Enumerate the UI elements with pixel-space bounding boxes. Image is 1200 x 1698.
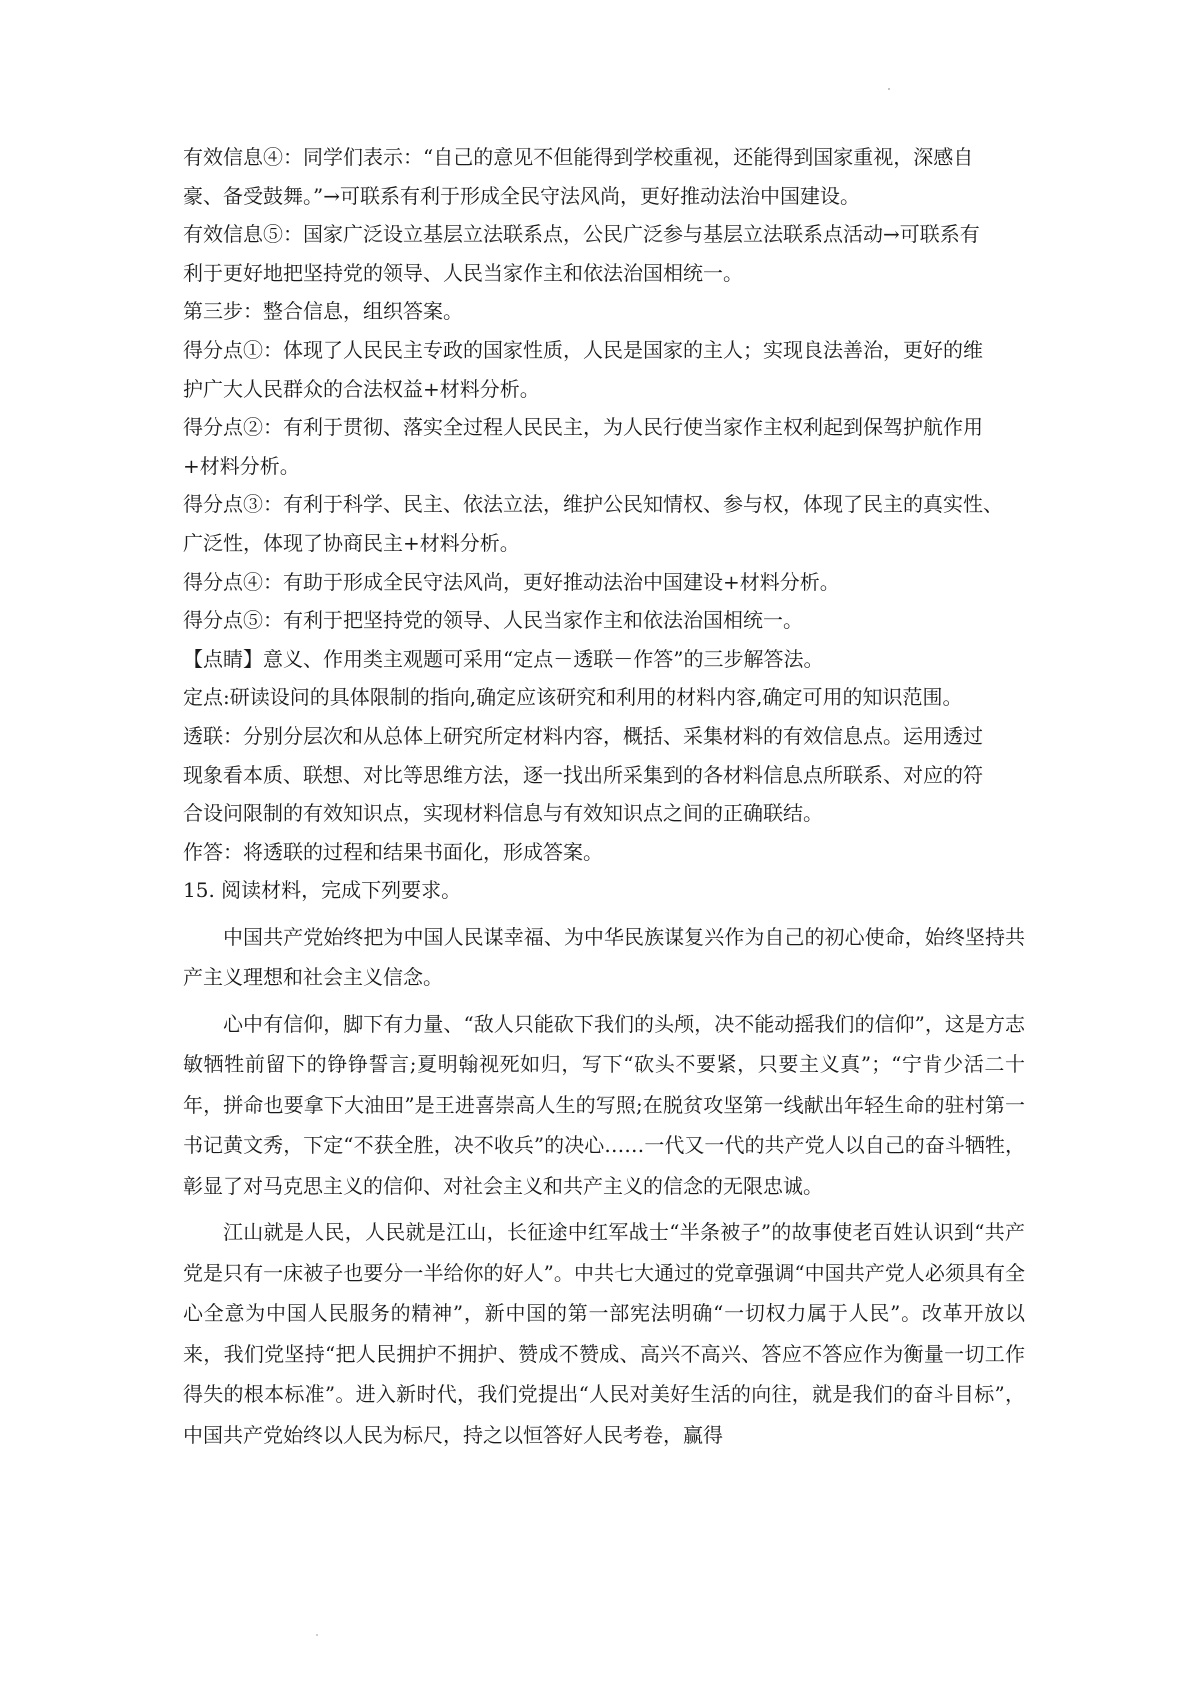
text-line: 透联：分别分层次和从总体上研究所定材料内容，概括、采集材料的有效信息点。运用透过 — [183, 723, 983, 748]
text-line: 广泛性，体现了协商民主+材料分析。 — [183, 530, 520, 555]
text-line: 现象看本质、联想、对比等思维方法，逐一找出所采集到的各材料信息点所联系、对应的符 — [183, 762, 983, 787]
text-line: 护广大人民群众的合法权益+材料分析。 — [183, 376, 540, 401]
step-heading: 第三步：整合信息，组织答案。 — [183, 299, 463, 324]
text-line: +材料分析。 — [183, 453, 300, 478]
question-heading: 15. 阅读材料，完成下列要求。 — [183, 878, 462, 903]
text-line: 豪、备受鼓舞。”→可联系有利于形成全民守法风尚，更好推动法治中国建设。 — [183, 183, 860, 208]
text-line: 得分点①：体现了人民民主专政的国家性质，人民是国家的主人；实现良法善治，更好的维 — [183, 337, 983, 362]
page-content — [183, 138, 1025, 1461]
tip-heading: 【点睛】意义、作用类主观题可采用“定点－透联－作答”的三步解答法。 — [183, 646, 824, 671]
text-line: 定点:研读设问的具体限制的指向,确定应该研究和利用的材料内容,确定可用的知识范围。 — [183, 685, 963, 710]
text-line: 利于更好地把坚持党的领导、人民当家作主和依法治国相统一。 — [183, 260, 743, 285]
text-line: 得分点④：有助于形成全民守法风尚，更好推动法治中国建设+材料分析。 — [183, 569, 840, 594]
scan-speck — [888, 88, 890, 90]
answer-analysis-section — [183, 138, 1025, 910]
material-paragraph: 中国共产党始终把为中国人民谋幸福、为中华民族谋复兴作为自己的初心使命，始终坚持共产主义理想和社会主义信念。 — [183, 924, 1025, 990]
text-line: 作答：将透联的过程和结果书面化，形成答案。 — [183, 839, 603, 864]
material-paragraph: 江山就是人民，人民就是江山，长征途中红军战士“半条被子”的故事使老百姓认识到“共产党是只有一床被子也要分一半给你的好人”。中共七大通过的党章强调“中国共产党人必须具有全心全意为中国人民服务的精神”，新中国的第一部宪法明确“一切权力属于人民”。改革开放以来，我们党坚持“把人民拥护不拥护、赞成不赞成、高兴不高兴、答应不答应作为衡量一切工作得失的根本标准”。进入新时代，我们党提出“人民对美好生活的向往，就是我们的奋斗目标”，中国共产党始终以人民为标尺，持之以恒答好人民考卷，赢得 — [183, 1220, 1025, 1447]
text-line: 合设问限制的有效知识点，实现材料信息与有效知识点之间的正确联结。 — [183, 801, 823, 826]
material-paragraph: 心中有信仰，脚下有力量、“敌人只能砍下我们的头颅，决不能动摇我们的信仰”，这是方志敏牺牲前留下的铮铮誓言;夏明翰视死如归，写下“砍头不要紧，只要主义真”；“宁肯少活二十年，拼命也要拿下大油田”是王进喜崇高人生的写照;在脱贫攻坚第一线献出年轻生命的驻村第一书记黄文秀，下定“不获全胜，决不收兵”的决心……一代又一代的共产党人以自己的奋斗牺牲，彰显了对马克思主义的信仰、对社会主义和共产主义的信念的无限忠诚。 — [183, 1011, 1025, 1198]
reading-material — [183, 917, 1025, 1456]
text-line: 得分点⑤：有利于把坚持党的领导、人民当家作主和依法治国相统一。 — [183, 608, 803, 633]
text-line: 得分点③：有利于科学、民主、依法立法，维护公民知情权、参与权，体现了民主的真实性、 — [183, 492, 1003, 517]
text-line: 有效信息④：同学们表示：“自己的意见不但能得到学校重视，还能得到国家重视，深感自 — [183, 145, 974, 169]
text-line: 得分点②：有利于贯彻、落实全过程人民民主，为人民行使当家作主权利起到保驾护航作用 — [183, 415, 983, 440]
text-line: 有效信息⑤：国家广泛设立基层立法联系点，公民广泛参与基层立法联系点活动→可联系有 — [183, 222, 980, 247]
scan-speck — [316, 1634, 318, 1636]
